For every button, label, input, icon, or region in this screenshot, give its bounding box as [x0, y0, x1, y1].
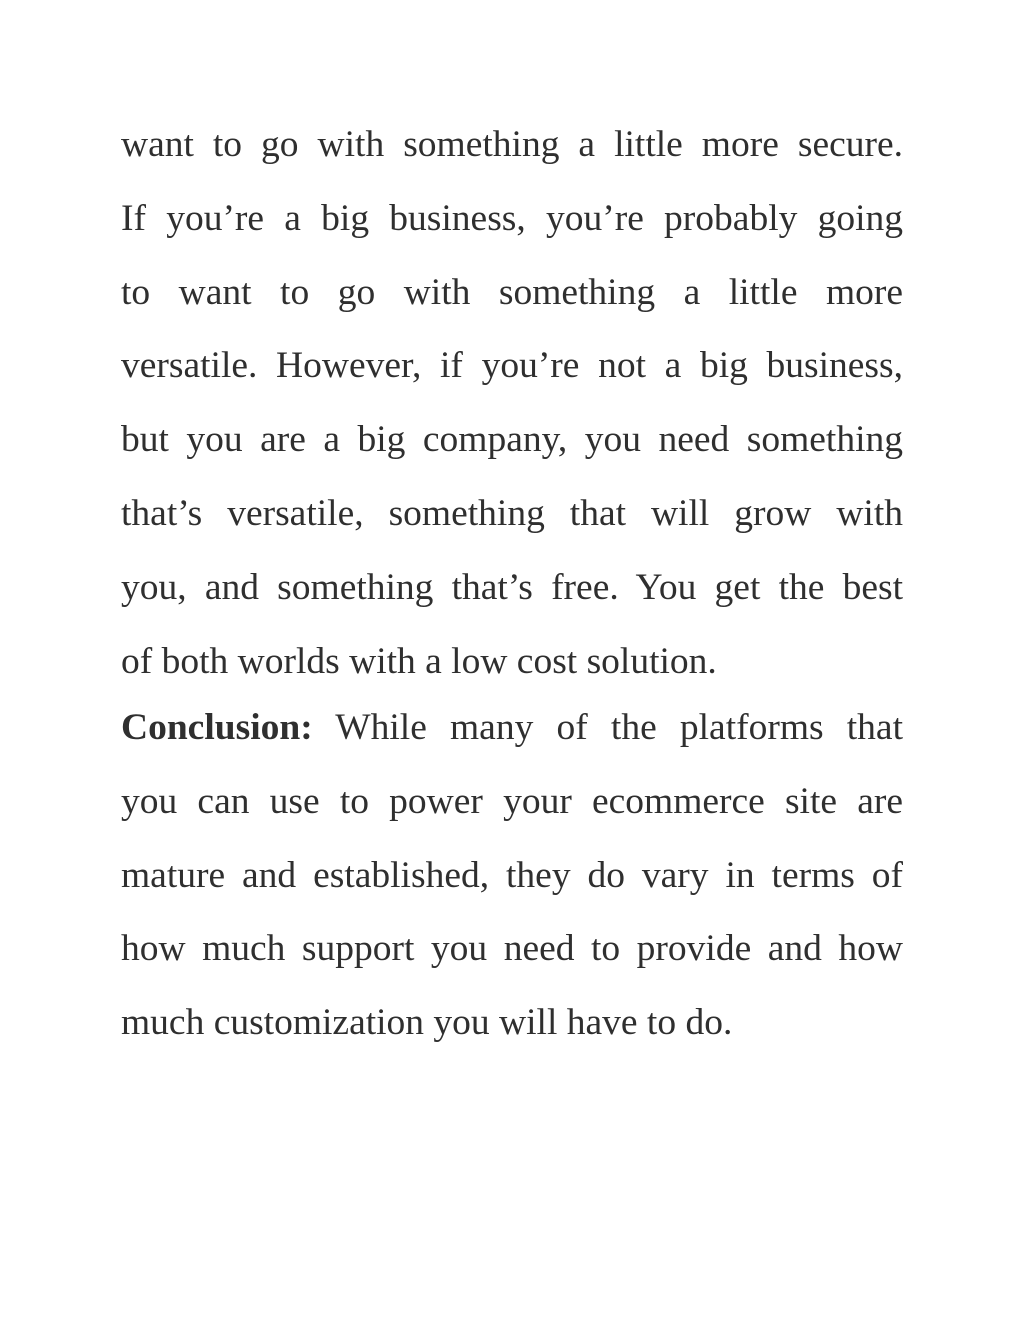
text-line: that’s versatile, something that will grow with [121, 492, 903, 534]
text-line: much customization you will have to do. [121, 1002, 733, 1044]
conclusion-paragraph [121, 691, 903, 1060]
text-line: mature and established, they do vary in terms of [121, 854, 903, 896]
text-line: of both worlds with a low cost solution. [121, 640, 717, 682]
text-line: want to go with something a little more secure. [121, 124, 903, 165]
text-line [121, 691, 903, 765]
body-paragraph [121, 108, 903, 698]
text-line: to want to go with something a little more [121, 271, 903, 313]
text-line: but you are a big company, you need something [121, 419, 903, 461]
conclusion-first-line-text: While many of the platforms that [335, 707, 903, 748]
text-line: you can use to power your ecommerce site are [121, 780, 903, 822]
conclusion-heading: Conclusion: [121, 707, 313, 748]
text-line: you, and something that’s free. You get the best [121, 566, 903, 608]
text-line: how much support you need to provide and how [121, 928, 903, 970]
text-line: If you’re a big business, you’re probably going [121, 197, 903, 239]
text-line: versatile. However, if you’re not a big business, [121, 345, 903, 387]
